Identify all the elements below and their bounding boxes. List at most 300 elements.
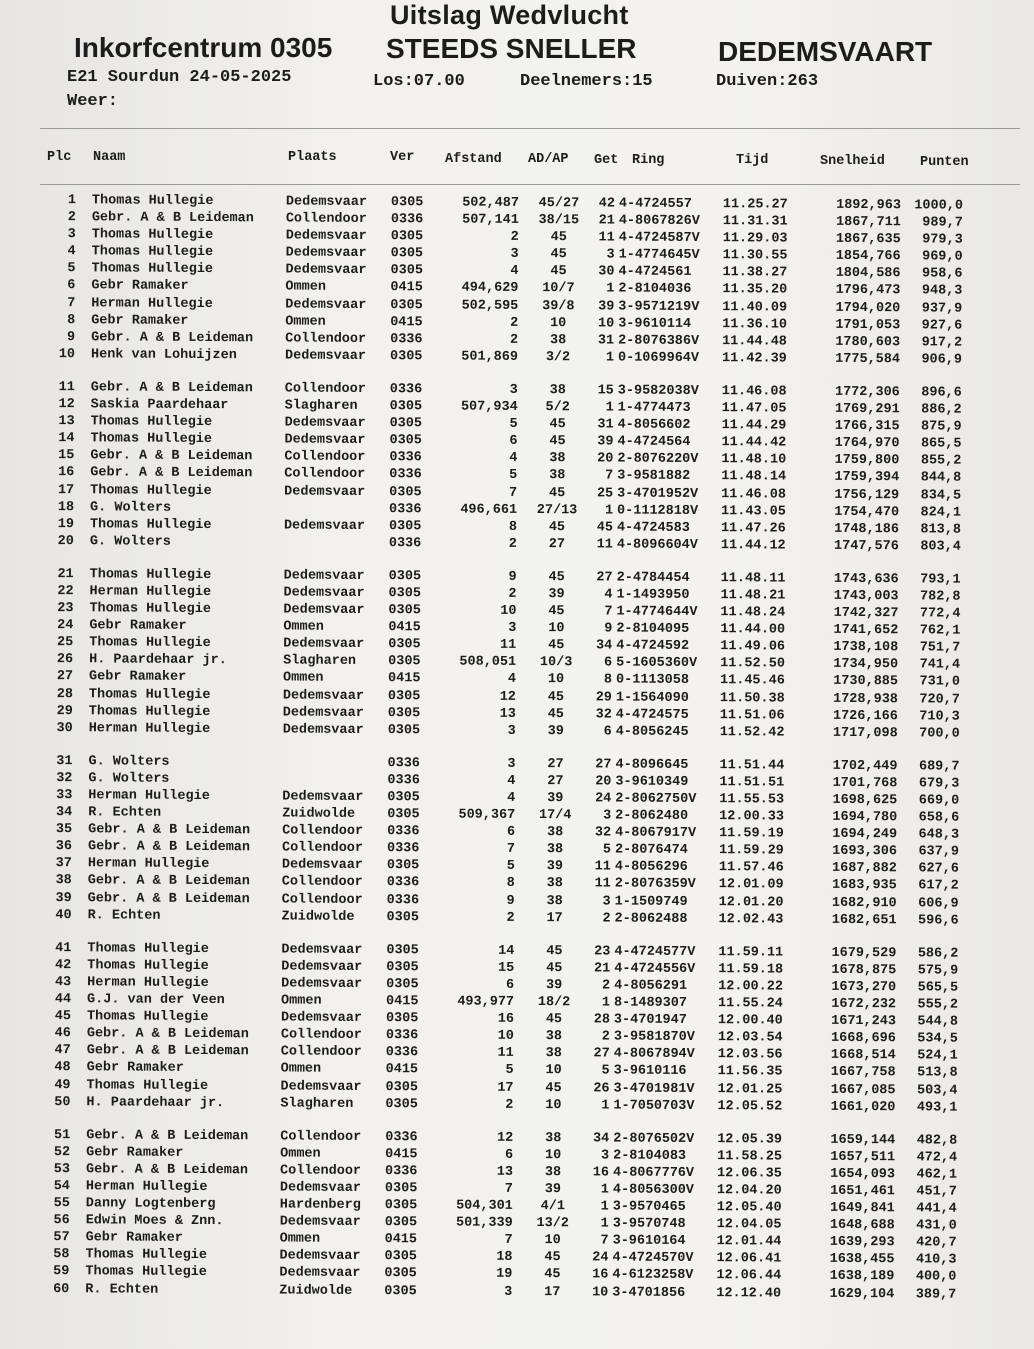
cell-punten: 493,1 [916,1099,958,1116]
cell-snelheid: 1659,144 [830,1132,896,1148]
cell-snelheid: 1687,882 [832,861,897,877]
cell-ring: 4-8067776V [612,1165,695,1181]
cell-naam: G. Wolters [88,771,170,787]
cell-tijd: 11.51.51 [719,775,785,791]
cell-adap: 45 [550,230,567,246]
cell-punten: 420,7 [916,1235,957,1251]
cell-ver: 0305 [388,603,421,619]
cell-plc: 18 [57,499,75,515]
cell-get: 39 [597,434,614,450]
cell-tijd: 12.00.40 [717,1013,783,1029]
cell-adap: 10 [548,621,565,637]
cell-ver: 0305 [386,959,419,976]
cell-snelheid: 1678,875 [831,962,897,979]
cell-naam: R. Echten [88,805,162,821]
cell-afstand: 10 [497,1029,514,1045]
cell-ring: 4-8096604V [616,537,698,553]
cell-adap: 10 [545,1063,562,1079]
cell-plaats: Dedemsvaar [285,194,368,210]
cell-get: 5 [601,1063,610,1079]
cell-get: 25 [596,485,614,502]
cell-get: 7 [605,468,614,484]
cell-punten: 472,4 [916,1150,958,1166]
cell-punten: 958,6 [921,266,963,283]
cell-tijd: 11.59.29 [718,843,784,859]
weather: Weer: [67,92,119,111]
cell-snelheid: 1639,293 [829,1235,895,1251]
cell-plc: 55 [53,1196,70,1212]
cell-naam: Thomas Hullegie [89,601,212,618]
cell-ver: 0305 [387,722,421,739]
cell-naam: Gebr Ramaker [88,669,187,686]
cell-afstand: 13 [496,1164,514,1180]
cell-adap: 39 [544,1182,562,1198]
cell-get: 29 [595,689,612,706]
cell-ring: 4-4724587V [618,230,700,247]
cell-plaats: Collendoor [285,211,367,228]
cell-punten: 441,4 [916,1201,957,1217]
cell-ver: 0415 [385,1146,418,1163]
cell-get: 16 [592,1267,609,1283]
cell-snelheid: 1649,841 [829,1200,895,1217]
cell-snelheid: 1754,470 [834,504,900,520]
cell-adap: 45 [545,1012,563,1028]
cell-get: 45 [596,520,614,536]
cell-ver: 0305 [387,705,421,721]
cell-plaats: Slagharen [284,398,358,414]
cell-ring: 8-1489307 [614,995,688,1011]
cell-tijd: 11.58.25 [717,1148,782,1165]
cell-plaats [282,754,387,772]
cell-ver: 0336 [386,875,420,891]
cell-punten: 524,1 [917,1048,958,1064]
cell-plaats: Ommen [282,670,324,687]
cell-naam: Gebr Ramaker [91,312,189,329]
cell-naam: Gebr Ramaker [89,618,187,635]
cell-afstand: 2 [506,910,515,926]
cell-tijd: 12.00.22 [718,979,784,995]
cell-punten: 627,6 [918,861,959,878]
cell-adap: 39 [546,978,563,994]
cell-naam: Thomas Hullegie [89,635,211,652]
cell-punten: 720,7 [919,691,960,708]
cell-plaats: Dedemsvaar [281,976,363,992]
cell-afstand: 7 [504,1233,513,1249]
cell-snelheid: 1780,603 [835,334,901,351]
cell-ver: 0305 [384,1249,417,1265]
cell-plaats: Dedemsvaar [280,1010,363,1027]
cell-plaats: Dedemsvaar [285,297,367,313]
cell-plaats: Dedemsvaar [283,636,365,653]
cell-tijd: 11.52.50 [720,656,785,672]
cell-ver: 0415 [384,1232,418,1248]
cell-plaats: Dedemsvaar [285,228,367,245]
cell-tijd: 11.31.31 [722,214,788,230]
cell-plc: 21 [57,566,74,583]
cell-get: 7 [604,604,613,620]
cell-ring: 2-8062750V [615,791,697,808]
cell-snelheid: 1791,053 [835,317,901,333]
cell-plc: 32 [56,771,73,787]
cell-tijd: 12.05.52 [717,1098,783,1115]
page-title: Uitslag Wedvlucht [390,0,629,30]
cell-plaats: Zuidwolde [279,1283,353,1299]
cell-ver: 0415 [390,280,423,296]
cell-punten: 886,2 [921,402,962,418]
cell-plaats [284,500,389,518]
cell-snelheid: 1804,586 [835,266,901,282]
cell-adap: 45 [546,943,563,959]
cell-punten: 762,1 [919,623,961,639]
cell-plaats: Collendoor [284,449,366,466]
cell-plaats: Dedemsvaar [279,1180,361,1196]
cell-ver: 0305 [389,416,423,432]
cell-afstand: 18 [496,1250,513,1266]
cell-plc: 50 [54,1094,71,1110]
cell-punten: 451,7 [916,1184,957,1200]
cell-adap: 38 [549,332,567,348]
cell-snelheid: 1667,085 [830,1082,896,1098]
cell-get: 1 [600,1199,609,1215]
cell-ring: 4-4724556V [614,961,696,977]
cell-naam: Herman Hullegie [91,295,213,312]
cell-afstand: 6 [504,1147,514,1163]
cell-snelheid: 1867,711 [835,214,901,231]
cell-ring: 1-1509749 [614,894,688,910]
cell-adap: 38 [544,1164,562,1181]
cell-ver: 0305 [390,246,424,262]
cell-punten: 969,0 [922,249,963,265]
cell-naam: Gebr. A & B Leideman [86,1127,249,1144]
cell-get: 6 [603,724,612,740]
cell-punten: 772,4 [919,606,961,622]
cell-afstand: 17 [497,1080,514,1096]
cell-ver: 0415 [385,1062,419,1078]
cell-ver: 0305 [387,688,421,704]
cell-snelheid: 1672,232 [831,996,897,1013]
cell-get: 28 [593,1012,610,1028]
cell-adap: 10 [545,1097,562,1113]
cell-ring: 4-4724575 [615,707,689,723]
cell-plc: 8 [67,312,76,328]
cell-punten: 834,5 [920,487,962,504]
cell-adap: 38/15 [538,213,580,229]
cell-adap: 45 [547,706,564,722]
cell-snelheid: 1867,635 [835,232,901,248]
cell-plc: 1 [67,193,76,209]
cell-afstand: 8 [506,876,515,892]
cell-get: 30 [598,264,615,280]
cell-naam: Thomas Hullegie [90,414,213,431]
cell-punten: 555,2 [917,997,959,1013]
cell-naam: Gebr Ramaker [85,1230,183,1247]
cell-ring: 1-1564090 [615,690,689,706]
cell-naam: Herman Hullegie [88,721,211,737]
cell-get: 10 [597,316,615,332]
cell-ring: 4-8067917V [615,825,697,842]
cell-plaats: Collendoor [280,1027,362,1044]
cell-plaats: Dedemsvaar [285,245,367,262]
cell-get: 3 [600,1148,610,1164]
cell-punten: 586,2 [917,946,959,962]
cell-naam: Gebr. A & B Leideman [86,1043,249,1060]
cell-adap: 38 [546,876,563,892]
cell-snelheid: 1854,766 [835,249,901,265]
cell-plc: 53 [53,1161,71,1178]
cell-adap: 17 [544,1284,561,1300]
cell-plaats: Dedemsvaar [280,1078,362,1095]
cell-tijd: 11.59.18 [718,962,784,978]
cell-get: 6 [603,655,613,671]
cell-snelheid: 1769,291 [834,401,900,418]
cell-plaats: Ommen [280,1146,321,1162]
cell-get: 2 [602,911,611,927]
cell-ring: 3-9582038V [617,383,699,399]
cell-plc: 27 [56,669,74,685]
cell-afstand: 2 [510,315,519,331]
cell-afstand: 2 [505,1097,514,1113]
cell-ring: 2-8076474 [614,842,688,859]
cell-snelheid: 1728,938 [833,691,898,707]
cell-snelheid: 1679,529 [831,945,897,961]
cell-get: 26 [593,1080,610,1096]
cell-get: 1 [600,1182,609,1198]
cell-punten: 400,0 [915,1269,957,1286]
cell-ver: 0336 [390,212,424,228]
cell-plaats: Dedemsvaar [279,1214,361,1231]
cell-tijd: 11.47.05 [721,401,787,417]
cell-tijd: 12.06.35 [716,1166,782,1182]
cell-naam: Danny Logtenberg [85,1196,216,1213]
cell-snelheid: 1661,020 [830,1099,896,1115]
cell-plaats: Collendoor [285,331,367,347]
cell-naam: Gebr. A & B Leideman [90,448,253,465]
cell-tijd: 11.57.46 [718,860,784,876]
cell-plc: 49 [54,1077,71,1093]
cell-tijd: 12.00.33 [719,809,785,825]
col-ring: Ring [632,153,665,168]
cell-naam: Gebr. A & B Leideman [87,890,250,907]
cell-plaats: Collendoor [284,466,366,483]
cell-plc: 22 [57,584,74,600]
cell-ver: 0305 [390,263,423,279]
cell-afstand: 494,629 [461,281,519,297]
cell-punten: 989,7 [922,215,963,231]
cell-afstand: 504,301 [456,1198,513,1214]
cell-get: 27 [596,570,613,586]
cell-naam: Gebr Ramaker [86,1060,184,1077]
cell-ver: 0305 [387,807,420,823]
cell-get: 2 [601,1029,610,1045]
cell-adap: 3/2 [545,349,571,366]
cell-get: 32 [594,825,612,841]
cell-naam: Gebr. A & B Leideman [91,330,254,347]
cell-get: 21 [594,961,611,977]
cell-ring: 3-4701981V [613,1081,695,1097]
cell-snelheid: 1651,461 [830,1183,895,1200]
cell-ring: 2-4784454 [616,570,690,586]
cell-ver: 0305 [390,195,424,211]
cell-punten: 648,3 [918,827,960,843]
cell-snelheid: 1794,020 [835,300,901,316]
cell-plc: 23 [57,601,74,617]
cell-adap: 45 [544,1250,561,1266]
cell-afstand: 5 [505,1063,514,1079]
cell-adap: 45 [547,689,565,705]
cell-naam: H. Paardehaar jr. [86,1094,225,1111]
cell-punten: 906,9 [921,352,963,368]
cell-plc: 30 [56,720,73,736]
cell-plc: 12 [58,397,75,413]
cell-get: 11 [596,537,613,553]
cell-punten: 606,9 [918,895,959,912]
cell-plc: 43 [54,975,72,991]
cell-get: 21 [598,213,615,229]
cell-tijd: 11.48.21 [720,588,786,604]
cell-get: 9 [604,621,613,637]
cell-afstand: 2 [509,332,519,348]
cell-plc: 42 [55,957,72,974]
cell-snelheid: 1701,768 [832,775,898,792]
cell-snelheid: 1667,758 [830,1065,896,1081]
cell-afstand: 11 [499,638,517,654]
cell-plc: 44 [54,992,72,1008]
cell-adap: 38 [546,842,564,858]
cell-tijd: 11.59.11 [718,944,784,961]
cell-plc: 17 [57,482,75,498]
cell-plc: 3 [67,227,76,243]
cell-afstand: 3 [507,756,516,772]
cell-tijd: 11.50.38 [719,690,785,707]
cell-ver: 0336 [387,824,420,840]
cell-adap: 27 [547,756,564,773]
cell-snelheid: 1892,963 [836,197,901,214]
cell-plaats: Collendoor [281,840,364,857]
cell-afstand: 502,595 [461,298,519,314]
cell-plc: 46 [54,1026,71,1042]
cell-naam: Thomas Hullegie [87,941,209,957]
cell-plc: 56 [53,1213,70,1229]
cell-ver: 0415 [388,620,421,636]
cell-tijd: 11.44.29 [721,418,787,434]
cell-naam: Herman Hullegie [85,1179,208,1196]
cell-snelheid: 1741,652 [833,623,899,639]
cell-plaats: Dedemsvaar [279,1265,361,1282]
cell-plc: 14 [58,431,75,447]
cell-snelheid: 1772,306 [834,384,900,401]
cell-snelheid: 1673,270 [831,979,897,996]
cell-ring: 2-8076502V [613,1131,695,1147]
cell-get: 3 [602,894,611,910]
cell-snelheid: 1682,910 [831,895,897,911]
cell-snelheid: 1717,098 [832,725,898,741]
cell-ver: 0305 [385,1011,419,1027]
cell-ver: 0415 [387,671,421,687]
cell-punten: 937,9 [921,300,963,317]
cell-punten: 410,3 [915,1252,957,1268]
cell-adap: 39 [547,791,564,807]
cell-naam: G. Wolters [88,754,170,770]
cell-snelheid: 1657,511 [830,1149,896,1166]
cell-get: 11 [594,859,611,875]
cell-get: 1 [605,400,614,416]
cell-adap: 10/3 [539,655,573,671]
cell-ring: 3-4701947 [613,1012,687,1029]
cell-plaats: Ommen [281,993,322,1009]
cell-punten: 979,3 [922,232,963,248]
cell-ring: 4-8067826V [618,213,700,230]
col-ver: Ver [390,150,415,165]
cell-afstand: 13 [499,706,516,722]
cell-adap: 45/27 [538,196,580,212]
cell-get: 1 [605,350,615,366]
cell-punten: 875,9 [921,419,962,435]
cell-naam: Thomas Hullegie [86,1077,209,1094]
cell-snelheid: 1743,003 [833,588,899,605]
cell-adap: 10 [547,672,565,688]
cell-ver: 0305 [386,909,420,925]
cell-punten: 482,8 [916,1133,958,1149]
cell-ring: 4-8056300V [612,1182,694,1198]
cell-naam: Thomas Hullegie [90,431,213,448]
cell-snelheid: 1759,394 [834,470,900,486]
cell-punten: 824,1 [920,504,962,521]
cell-naam: Thomas Hullegie [89,567,212,583]
cell-tijd: 12.03.54 [717,1030,783,1046]
cell-get: 1 [601,995,611,1011]
cell-ring: 1-4774645V [618,247,700,264]
cell-snelheid: 1742,327 [833,605,899,622]
cell-tijd: 11.48.10 [721,452,787,468]
cell-afstand: 3 [510,247,519,263]
cell-afstand: 14 [498,943,515,959]
cell-ring: 1-4774644V [616,604,698,621]
cell-plc: 51 [53,1127,71,1143]
cell-adap: 17/4 [538,808,572,824]
cell-ring: 3-9610164 [612,1233,686,1250]
cell-adap: 10 [544,1147,562,1163]
cell-plaats: Ommen [279,1231,321,1247]
cell-ver: 0336 [387,773,420,789]
cell-ring: 4-4724577V [614,944,696,960]
cell-naam: Gebr. A & B Leideman [91,210,254,227]
cell-adap: 45 [546,960,563,977]
cell-ring: 2-8104083 [613,1148,687,1164]
cell-get: 1 [604,503,614,519]
cell-afstand: 16 [497,1011,514,1028]
cell-ring: 3-9581882 [617,468,691,485]
cell-ring: 1-7050703V [613,1098,695,1114]
cell-plaats: Dedemsvaar [283,568,365,584]
cell-naam: Thomas Hullegie [91,227,214,244]
cell-punten: 855,2 [920,453,962,469]
cell-plc: 7 [67,295,76,311]
cell-ring: 0-1113058 [615,672,689,689]
cell-ring: 1-4774473 [617,400,691,417]
cell-tijd: 11.38.27 [722,265,788,281]
cell-punten: 948,3 [921,283,963,300]
cell-adap: 4/1 [540,1199,566,1215]
cell-plaats: Dedemsvaar [283,602,365,619]
cell-tijd: 12.06.44 [716,1268,782,1284]
cell-plc: 40 [55,907,72,923]
cell-afstand: 6 [506,825,516,841]
cell-naam: G. Wolters [90,499,172,516]
cell-punten: 927,6 [921,318,963,334]
cell-ver: 0336 [386,892,420,908]
cell-afstand: 5 [506,859,515,875]
cell-plc: 28 [56,686,73,702]
